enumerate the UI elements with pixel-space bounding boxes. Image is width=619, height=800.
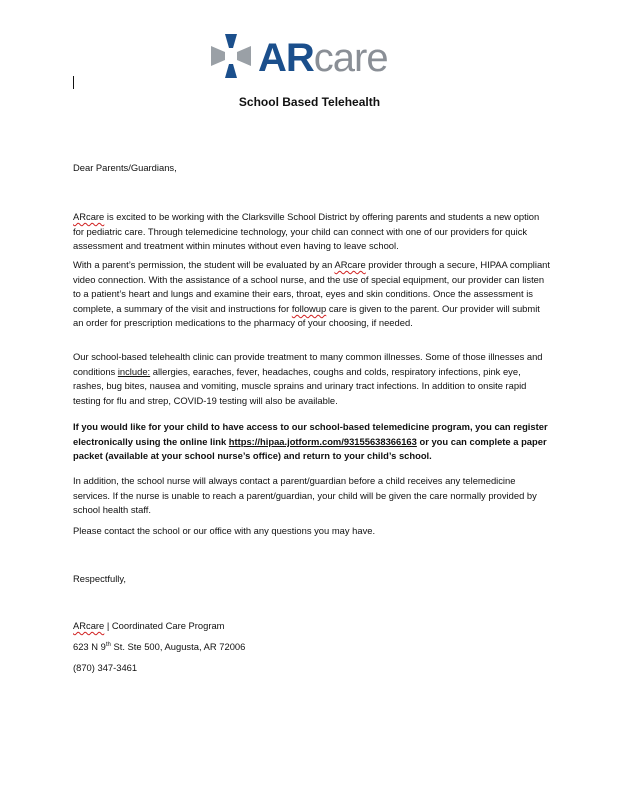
paragraph-intro: ARcare is excited to be working with the Clarksville School District by offering parents and students a new option for pediatric care. Through telemedicine technology, your child can connect with one of our providers for quick assessment and treatment within minutes without even having to leave school.	[73, 211, 540, 252]
paragraph-questions: Please contact the school or our office with any questions you may have.	[73, 525, 376, 536]
signature-phone: (870) 347-3461	[73, 662, 138, 673]
paragraph-permission: With a parent’s permission, the student will be evaluated by an ARcare provider through a secure, HIPAA compliant video connection. With the assistance of a school nurse, and the use of special equipment, our provider can listen to a patient’s heart and lungs and examine their ears, throat, eyes and skin conditions. Once the assessment is complete, a summary of the visit and instructions for followup care is given to the parent. Our provider will submit an order for prescription medications to the pharmacy of your choosing, if needed.	[73, 259, 550, 329]
arcare-logo-mark-icon	[208, 32, 254, 80]
signature-program: ARcare | Coordinated Care Program	[73, 620, 225, 631]
text-cursor	[73, 76, 74, 89]
paragraph-nurse-contact: In addition, the school nurse will always contact a parent/guardian before a child receives any telemedicine services. If the nurse is unable to reach a parent/guardian, your child will be given the care normally provided by school health staff.	[73, 475, 537, 516]
arcare-logo-text: ARcare	[258, 36, 388, 80]
paragraph-conditions: Our school-based telehealth clinic can provide treatment to many common illnesses. Some of those illnesses and conditions include: allergies, earaches, fever, headaches, coughs and colds, respiratory infections, pink eye, rashes, bug bites, nausea and vomiting, muscle sprains and urinary tract infections. In addition to onsite rapid testing for flu and strep, COVID-19 testing will also be available.	[73, 351, 543, 406]
arcare-logo	[208, 30, 448, 86]
signature-address: 623 N 9th St. Ste 500, Augusta, AR 72006	[73, 641, 246, 652]
paragraph-registration: If you would like for your child to have access to our school-based telemedicine program, you can register electronically using the online link https://hipaa.jotform.com/93155638366163 or you can complete a paper packet (available at your school nurse’s office) and return to your child’s school.	[73, 421, 548, 462]
closing: Respectfully,	[73, 573, 126, 584]
greeting: Dear Parents/Guardians,	[73, 162, 177, 173]
registration-link[interactable]: https://hipaa.jotform.com/93155638366163	[228, 435, 417, 447]
page-title: School Based Telehealth	[238, 95, 381, 109]
